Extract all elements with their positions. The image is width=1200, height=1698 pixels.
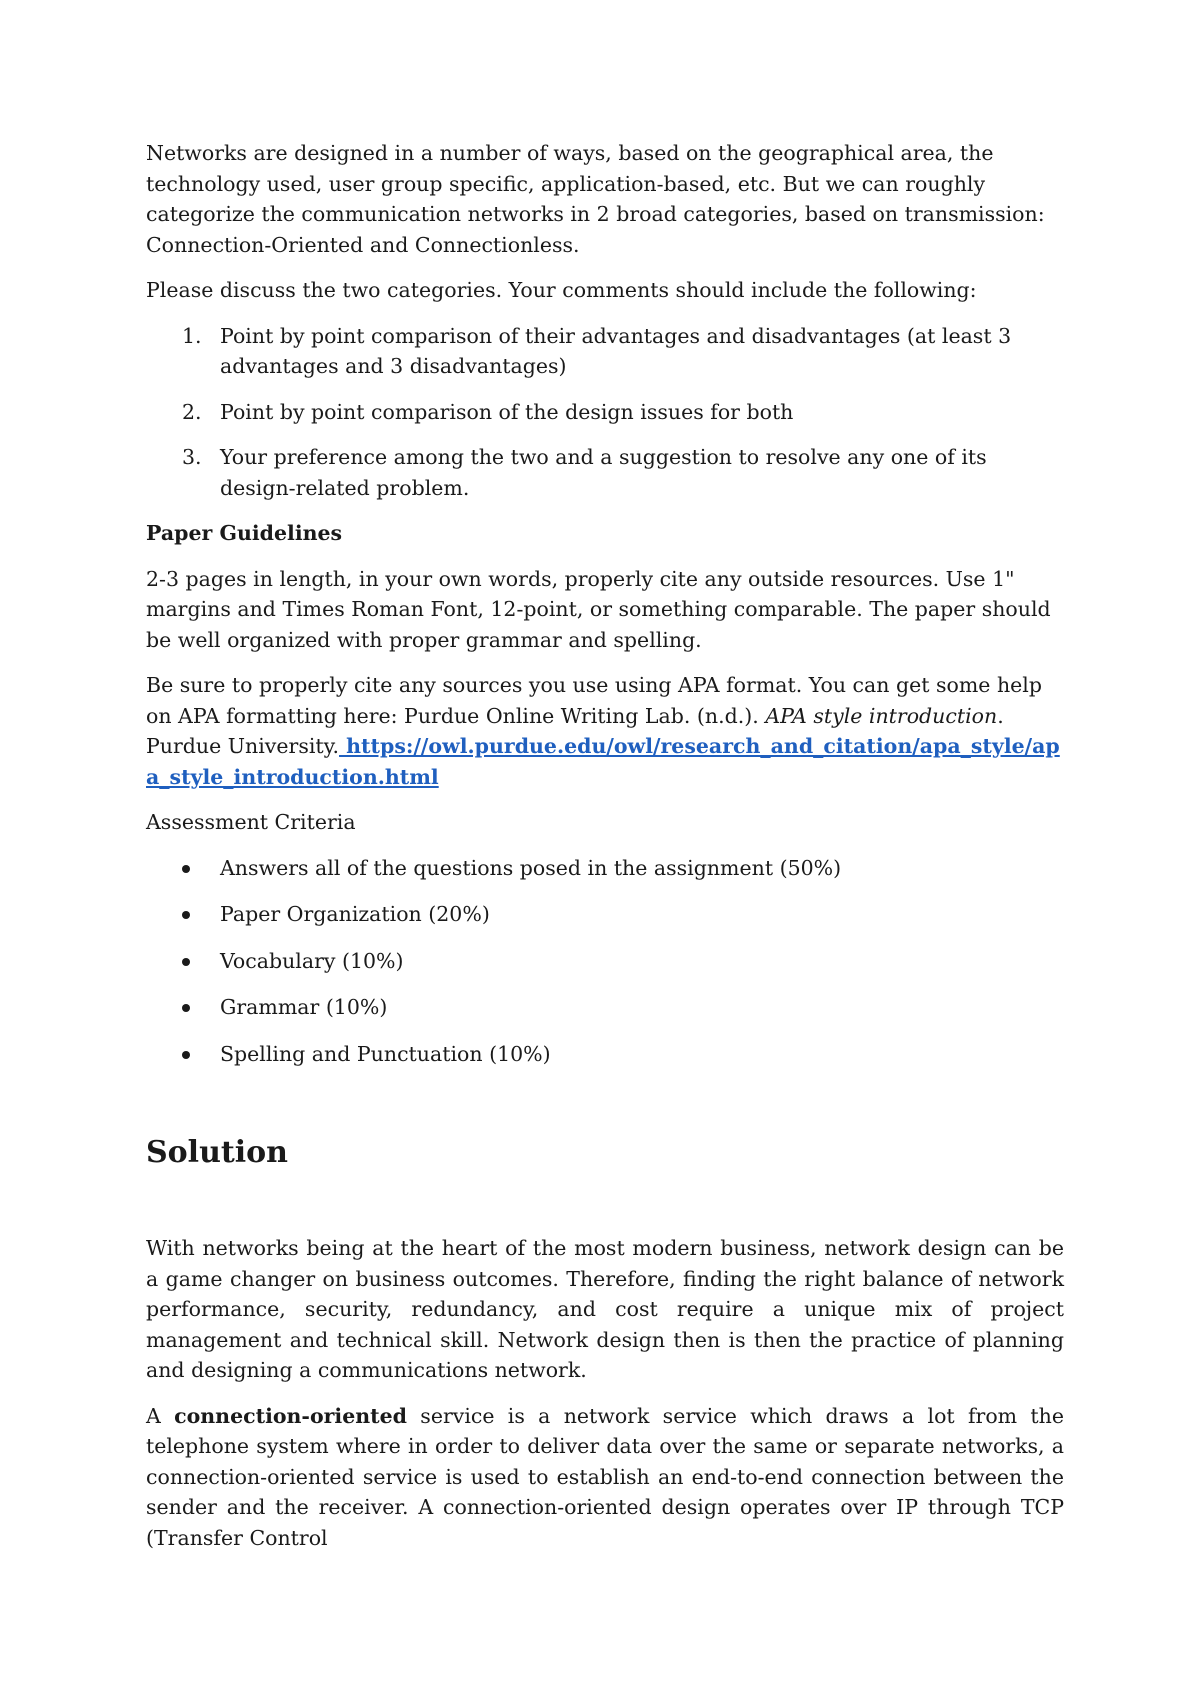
apa-text-part1: Be sure to properly cite any sources you use using APA format. You can get some help on APA formatting here: Purdue Online Writing Lab. (n.d.). (146, 673, 1042, 728)
paragraph-lead: A (146, 1403, 175, 1428)
solution-heading: Solution (146, 1135, 288, 1170)
discuss-prompt: Please discuss the two categories. Your comments should include the following: (146, 278, 977, 302)
apa-paragraph (146, 670, 1064, 792)
list-item-text: Grammar (10%) (220, 995, 388, 1019)
list-number: 3. (182, 445, 202, 469)
list-item-text: Paper Organization (20%) (220, 902, 490, 926)
document-page (146, 138, 1064, 1568)
list-item (146, 442, 1064, 503)
assessment-heading: Assessment Criteria (146, 810, 356, 834)
list-item-text: Vocabulary (10%) (220, 948, 404, 973)
apa-italic-title: APA style introduction (765, 703, 998, 728)
connection-oriented-term: connection-oriented (174, 1403, 407, 1428)
guidelines-paragraph: 2-3 pages in length, in your own words, properly cite any outside resources. Use 1" margins and Times Roman Font, 12-point, or something comparable. The paper should be well organized with proper grammar and spelling. (146, 566, 1051, 652)
list-item-text: Your preference among the two and a suggestion to resolve any one of its design-related problem. (220, 445, 987, 500)
list-item (146, 321, 1064, 382)
intro-paragraph: Networks are designed in a number of ways, based on the geographical area, the technology used, user group specific, application-based, etc. But we can roughly categorize the communication networks in 2 broad categories, based on transmission: Connection-Oriented and Connectionless. (146, 141, 1045, 257)
list-item-text: Spelling and Punctuation (10%) (220, 1041, 551, 1066)
apa-text-part2: . Purdue University. (146, 703, 1004, 758)
list-number: 2. (182, 399, 202, 424)
bullet-icon (182, 1004, 190, 1012)
paper-guidelines-heading: Paper Guidelines (146, 521, 343, 545)
requirements-list (146, 321, 1064, 504)
solution-paragraph-1: With networks being at the heart of the most modern business, network design can be a game changer on business outcomes. Therefore, finding the right balance of network performance, security, redundancy, and cost require a unique mix of project management and technical skill. Network design then is then the practice of planning and designing a communications network. (146, 1236, 1064, 1382)
list-item-text: Point by point comparison of their advantages and disadvantages (at least 3 advantages and 3 disadvantages) (220, 323, 1012, 378)
bullet-icon (182, 958, 190, 966)
list-item-text: Answers all of the questions posed in the assignment (50%) (220, 855, 842, 880)
list-item (146, 397, 1064, 428)
section-spacer (146, 1173, 1064, 1233)
list-item (146, 992, 1064, 1023)
list-number: 1. (182, 323, 202, 348)
bullet-icon (182, 1051, 190, 1059)
list-item (146, 853, 1064, 884)
list-item (146, 1039, 1064, 1070)
assessment-list (146, 853, 1064, 1070)
list-item (146, 946, 1064, 977)
list-item-text: Point by point comparison of the design issues for both (220, 399, 794, 424)
solution-paragraph-2 (146, 1401, 1064, 1554)
bullet-icon (182, 911, 190, 919)
bullet-icon (182, 865, 190, 873)
purdue-owl-link[interactable]: https://owl.purdue.edu/owl/research_and_citation/apa_style/apa_style_introduction.html (146, 734, 1060, 789)
list-item (146, 899, 1064, 930)
paragraph-rest: service is a network service which draws a lot from the telephone system where in order to deliver data over the same or separate networks, a connection-oriented service is used to establish an end-to-end connection between the sender and the receiver. A connection-oriented design operates over IP through TCP (Transfer Control (146, 1403, 1064, 1550)
